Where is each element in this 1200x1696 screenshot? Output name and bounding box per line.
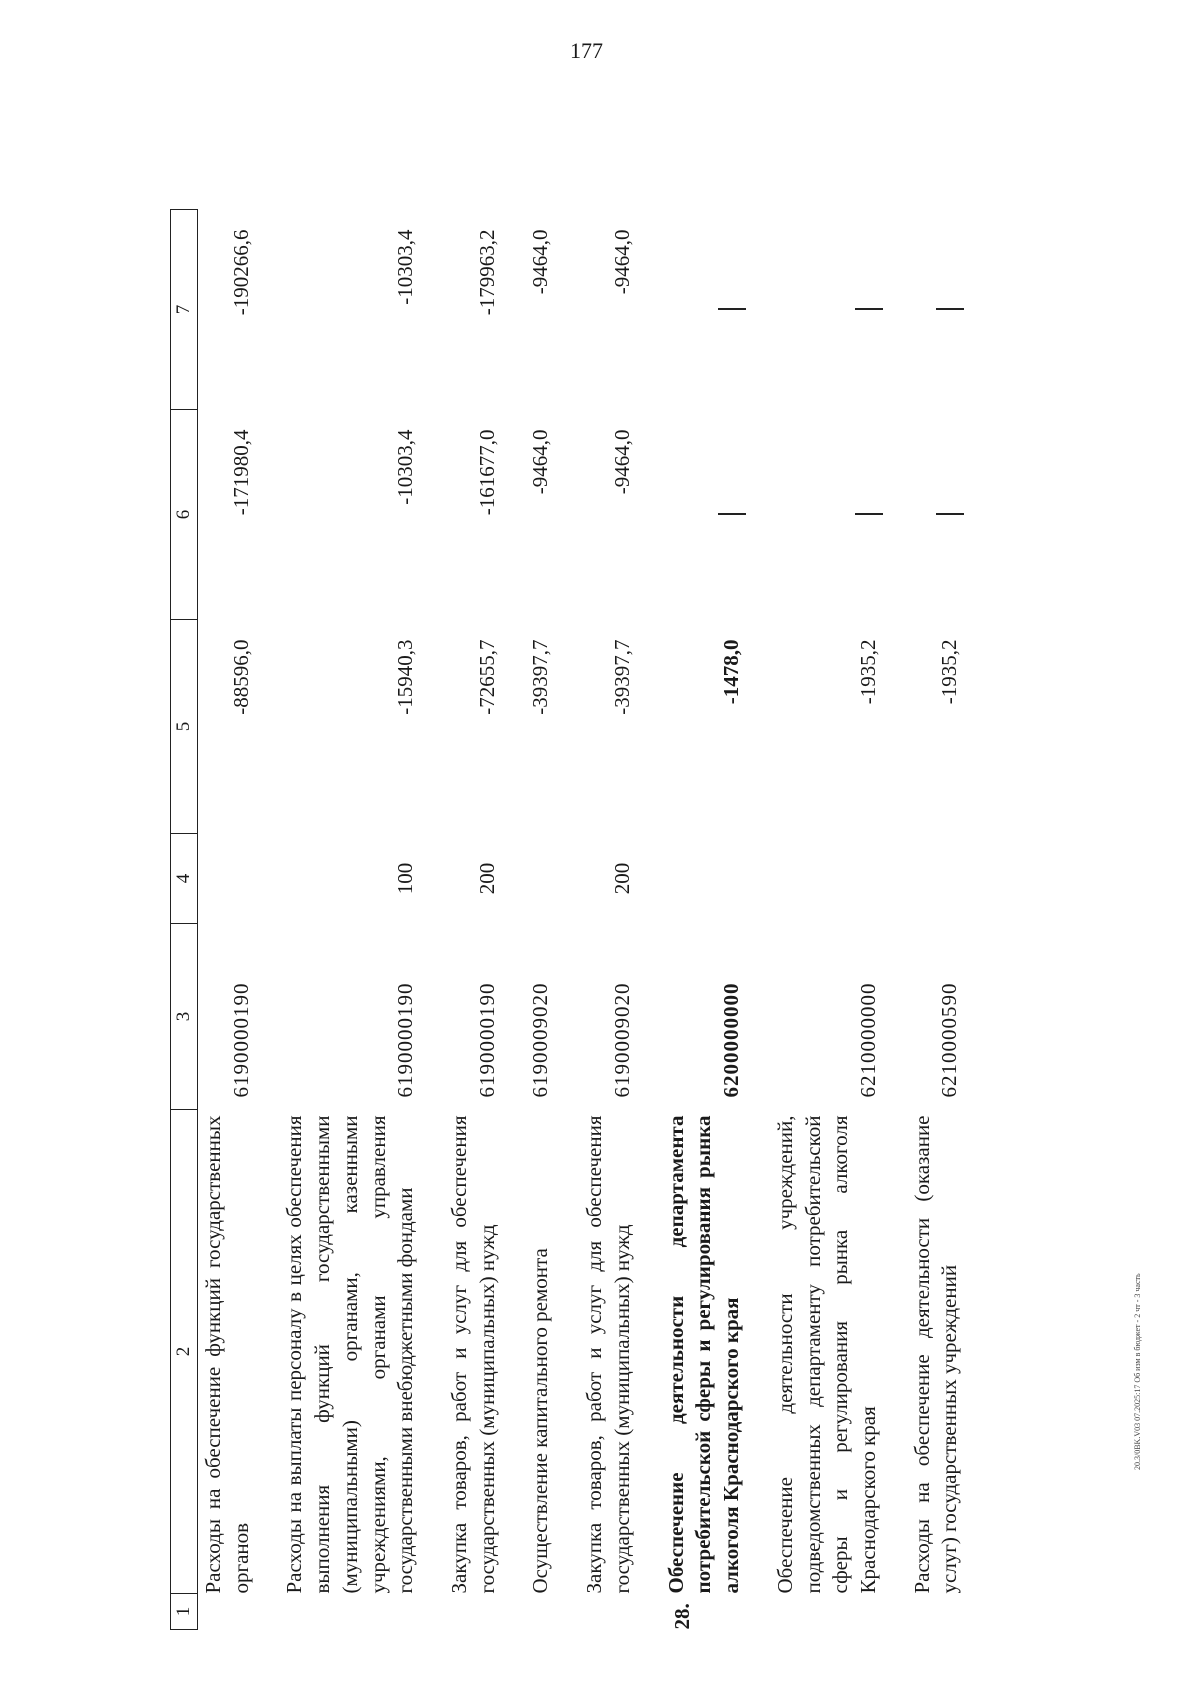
dash-mark [936,309,964,311]
row-expense-type: 200 [474,862,499,895]
row-value-col5: -15940,3 [393,639,418,715]
row-number [772,1594,909,1630]
table-row [581,210,662,1630]
row-number [909,1594,990,1630]
header-col-2: 2 [171,1110,198,1594]
row-code: 6210000000 [855,982,880,1098]
footer-note: 20.3/0BK.V03 07.2025:17 Об изм в бюджет - 2 чт - 3 часть [1133,1273,1142,1470]
row-code: 6190000190 [228,982,253,1098]
row-value-col7: -179963,2 [474,229,499,316]
row-number [198,1594,282,1630]
row-description: Расходы на обеспечение деятельности (оказание услуг) государственных учреждений [909,1115,962,1594]
row-expense-type [198,834,282,924]
dash-mark [855,309,883,311]
table-row [772,210,909,1630]
dash-mark [855,514,883,516]
row-value-col5: -39397,7 [528,639,553,715]
row-value-col6: -161677,0 [474,429,499,516]
row-code: 6190000190 [474,982,499,1098]
row-code: 6190009020 [528,982,553,1098]
row-value-col5: -39397,7 [609,639,634,715]
row-value-col7: -9464,0 [528,229,553,295]
row-value-col7: -10303,4 [393,229,418,305]
row-number [446,1594,527,1630]
row-value-col5: -1935,2 [937,639,962,705]
section-number: 28. [669,1603,694,1630]
row-value-col6-dash [663,410,772,620]
row-code: 6190000190 [393,982,418,1098]
row-number [581,1594,662,1630]
row-value-col5: -88596,0 [228,639,253,715]
row-value-col6-dash [772,410,909,620]
section-title: Обеспечение деятельности департамента потребительской сферы и регулирования рынка алкоголя Краснодарского края [663,1115,744,1594]
budget-table-rotated [170,210,1200,1630]
row-value-col6-dash [909,410,990,620]
row-value-col7-dash [772,210,909,410]
row-value-col7: -190266,6 [228,229,253,316]
row-value-col6: -9464,0 [528,429,553,495]
row-description: Расходы на обеспечение функций государственных органов [201,1115,253,1594]
header-col-7: 7 [171,210,198,410]
row-description: Обеспечение деятельности учреждений, подведомственных департаменту потребительской сферы и регулирования рынка алкоголя Краснодарского края [772,1115,880,1594]
row-description: Закупка товаров, работ и услуг для обеспечения государственных (муниципальных) нужд [447,1115,499,1594]
row-expense-type: 100 [393,862,418,895]
row-expense-type: 200 [609,862,634,895]
row-code: 6190009020 [609,982,634,1098]
row-description: Осуществление капитального ремонта [528,1248,553,1594]
header-col-6: 6 [171,410,198,620]
header-col-5: 5 [171,620,198,834]
table-row-section [663,210,772,1630]
row-value-col5: -72655,7 [474,639,499,715]
row-value-col7-dash [663,210,772,410]
row-value-col5: -1935,2 [855,639,880,705]
header-col-3: 3 [171,924,198,1110]
row-expense-type [663,834,772,924]
dash-mark [718,309,746,311]
row-value-col6: -9464,0 [609,429,634,495]
row-code: 6200000000 [719,982,744,1098]
table-row [446,210,527,1630]
dash-mark [936,514,964,516]
row-value-col7: -9464,0 [609,229,634,295]
header-col-4: 4 [171,834,198,924]
row-description: Закупка товаров, работ и услуг для обеспечения государственных (муниципальных) нужд [582,1115,634,1594]
row-code: 6210000590 [937,982,962,1098]
row-description: Расходы на выплаты персоналу в целях обеспечения выполнения функций государственными (муниципальными) органами, казенными учреждениями, органами управления государственными внебюджетными фондами [282,1115,418,1594]
dash-mark [718,514,746,516]
row-number [527,1594,581,1630]
row-expense-type [527,834,581,924]
row-value-col6: -171980,4 [228,429,253,516]
row-expense-type [772,834,909,924]
page-number: 177 [570,38,603,63]
row-value-col5: -1478,0 [719,639,744,705]
header-row [171,210,198,1630]
table-row [527,210,581,1630]
table-row [198,210,282,1630]
row-number [281,1594,446,1630]
table-row [909,210,990,1630]
header-col-1: 1 [171,1594,198,1630]
budget-table [170,209,990,1630]
table-row [281,210,446,1630]
row-value-col7-dash [909,210,990,410]
row-value-col6: -10303,4 [393,429,418,505]
row-expense-type [909,834,990,924]
